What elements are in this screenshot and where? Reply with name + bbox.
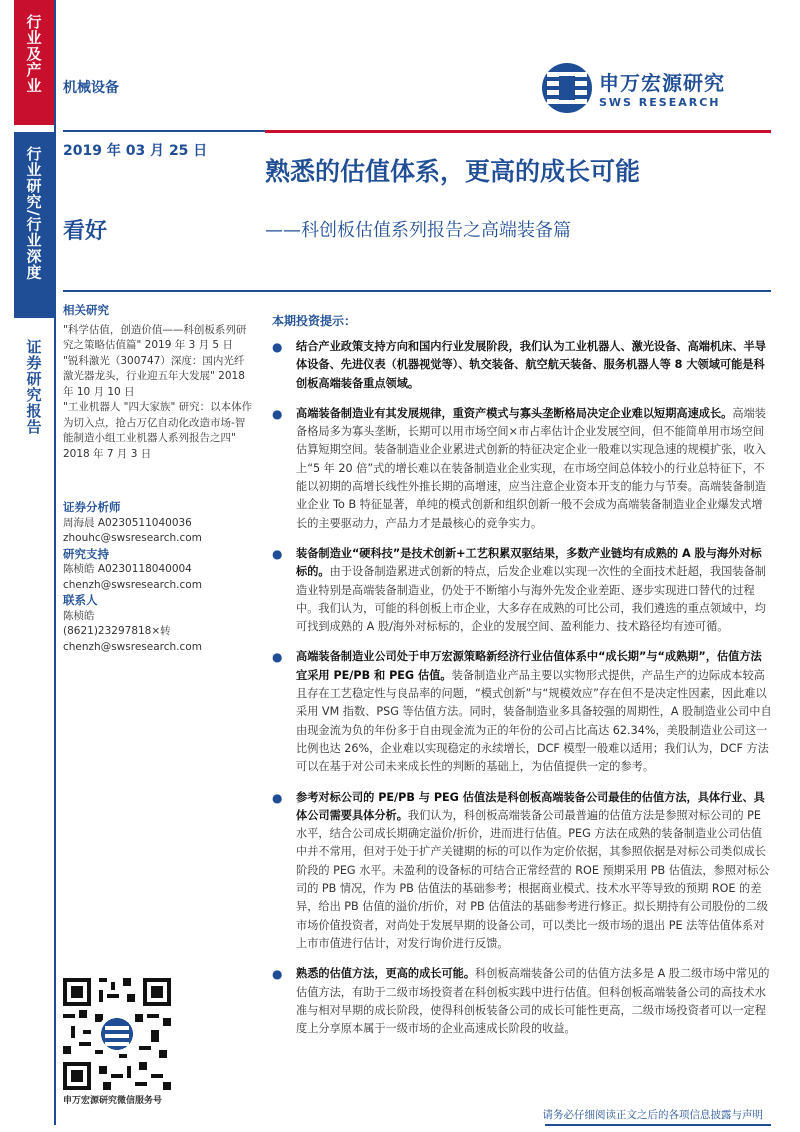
bullet-icon: ●	[272, 650, 283, 665]
related-item: "锐科激光（300747）深度：国内光纤激光器龙头，行业迎五年大发展" 2018 年 10 月 10 日	[63, 354, 245, 398]
point-bold: 高端装备制造业有其发展规律，重资产模式与寡头垄断格局决定企业难以短期高速成长。	[296, 406, 733, 420]
related-research	[63, 303, 253, 462]
point-text: 装备制造业产品主要以实物形式提供，产品生产的边际成本较高且存在工艺稳定性与良品率的问题，“模式创新”与“规模效应”存在但不是决定性因素，因此难以采用 VM 指数、PSG 等估值方法。同时，装备制造业多具备较强的周期性，A 股制造业公司中自由现金流为负的年份多于自由现金流为正的年份的公司占比高达 62.34%，美股制造业公司这一比例也达 26%，企业难以实现稳定的永续增长，DCF 模型一般难以适用；我们认为，DCF 方法可以在基于对公司未来成长性的判断的基础上，为估值提供一定的参考。	[296, 668, 772, 774]
related-research-heading: 相关研究	[63, 303, 109, 317]
sws-logo	[541, 62, 761, 114]
bullet-icon: ●	[272, 406, 283, 421]
qr-caption: 申万宏源研究微信服务号	[63, 1096, 163, 1106]
contact-heading: 联系人	[63, 593, 98, 607]
rating-label: 看好	[63, 219, 108, 244]
side-tab-label: 行业研究/行业深度	[24, 146, 43, 281]
analyst-heading: 证券分析师	[63, 500, 121, 514]
side-tab-research-type	[14, 132, 54, 318]
point-item	[272, 648, 772, 776]
logo-cn-text: 申万宏源研究	[599, 71, 725, 95]
point-item	[272, 789, 772, 954]
analyst-line: 周海晨 A0230511040036	[63, 516, 192, 529]
point-item	[272, 405, 772, 533]
side-tab-label: 证券研究报告	[24, 339, 43, 435]
header-divider	[63, 290, 771, 292]
logo-en-text: SWS RESEARCH	[599, 96, 721, 109]
report-date: 2019 年 03 月 25 日	[63, 143, 208, 159]
investment-tips-heading: 本期投资提示：	[272, 314, 357, 328]
contact-line: 陈桢皓	[63, 609, 95, 622]
support-heading: 研究支持	[63, 546, 109, 561]
point-text: 我们认为，科创板高端装备公司最普遍的估值方法是参照对标公司的 PE 水平，结合公司成长期确定溢价/折价，进而进行估值。PEG 方法在成熟的装备制造业公司估值中并不常用，但对于处于扩产关键期的标的可以作为定价依据，其参照依据是对标公司类似成长阶段的 PEG 水平。未盈利的设备标的可结合正常经营的 ROE 预期采用 PB 估值法，参照对标公司的 PB 情况，作为 PB 估值法的基础参考；根据商业模式、技术水平等导致的预期 ROE 的差异，给出 PB 估值的溢价/折价，对 PB 估值法的基础参考进行修正。拟长期持有公司股份的二级市场价值投资者，对尚处于发展早期的设备公司，可以类比一级市场的退出 PE 法等估值体系对上市市值进行估计，对发行询价进行反馈。	[296, 808, 770, 950]
point-bold: 结合产业政策支持方向和国内行业发展阶段，我们认为工业机器人、激光设备、高端机床、半导体设备、先进仪表（机器视觉等）、轨交装备、航空航天装备、服务机器人等 8 大领域可能是科创板高端装备重点领域。	[296, 340, 766, 390]
sws-logo-icon	[541, 62, 593, 114]
side-tab-label: 行业及产业	[24, 14, 43, 94]
side-tab-securities-report	[14, 325, 54, 1125]
point-item	[272, 965, 772, 1038]
support-line: chenzh@swsresearch.com	[63, 578, 202, 591]
bullet-icon: ●	[272, 340, 283, 354]
point-item	[272, 338, 772, 393]
investment-points	[272, 338, 772, 1050]
analyst-block	[63, 500, 253, 655]
point-text: 高端装备格局多为寡头垄断，长期可以用市场空间×市占率估计企业发展空间，但不能简单用市场空间估算短期空间。装备制造业企业累进式创新的特征决定企业一般难以实现急速的规模扩张，收入上“5 年 20 倍”式的增长难以在装备制造业企业实现，在市场空间总体较小的行业总特征下，不能以初期的高增长线性外推长期的高增速，应当注意企业资本开支的能力与节奏。高端装备制造业企业 To B 特征显著，单纯的模式创新和组织创新一般不会成为高端装备制造业企业爆发式增长的主要驱动力，产品力才是最核心的竞争实力。	[296, 406, 766, 530]
point-text: 科创板高端装备公司的估值方法多是 A 股二级市场中常见的估值方法，有助于二级市场投资者在科创板实践中进行估值。但科创板高端装备公司的高技术水准与相对早期的成长阶段，使得科创板装备公司的成长可能性更高，二级市场投资者可以一定程度上分享原本属于一级市场的企业高速成长阶段的收益。	[296, 967, 770, 1036]
contact-line: chenzh@swsresearch.com	[63, 640, 202, 653]
point-bold: 装备制造业“硬科技”是技术创新+工艺积累双驱结果，多数产业链均有成熟的 A 股与海外对标标的。	[296, 546, 762, 579]
report-subtitle: ——科创板估值系列报告之高端装备篇	[265, 220, 571, 241]
point-text: 由于设备制造累进式创新的特点，后发企业难以实现一次性的全面技术赶超，我国装备制造业特别是高端装备制造业，仍处于不断缩小与海外先发企业差距、逐步实现进口替代的过程中。我们认为，可能的科创板上市企业，大多存在成熟的可比公司，我们遴选的重点领域中，均可找到成熟的 A 股/海外对标标的，企业的发展空间、盈利能力、技术路径均有迹可循。	[296, 565, 766, 634]
support-line: 陈桢皓 A0230118040004	[63, 563, 192, 575]
related-item: "工业机器人 "四大家族" 研究：以本体作为切入点，抢占万亿自动化改造市场-智能制造小组工业机器人系列报告之四" 2018 年 7 月 3 日	[63, 401, 253, 460]
point-item	[272, 545, 772, 636]
analyst-line: zhouhc@swsresearch.com	[63, 532, 202, 544]
side-tab-industry	[14, 0, 54, 125]
disclaimer-footer: 请务必仔细阅读正文之后的各项信息披露与声明	[542, 1109, 763, 1121]
footer-divider	[545, 1124, 771, 1126]
point-bold: 熟悉的估值方法，更高的成长可能。	[296, 967, 476, 981]
related-item: "科学估值，创造价值——科创板系列研究之策略估值篇" 2019 年 3 月 5 日	[63, 323, 247, 351]
industry-label: 机械设备	[63, 80, 119, 96]
bullet-icon: ●	[272, 546, 283, 561]
report-title: 熟悉的估值体系，更高的成长可能	[265, 157, 641, 186]
bullet-icon: ●	[272, 967, 283, 982]
contact-line: (8621)23297818×转	[63, 625, 171, 637]
left-divider	[54, 0, 56, 1125]
title-accent-divider	[265, 130, 771, 133]
point-bold: 高端装备制造业公司处于申万宏源策略新经济行业估值体系中“成长期”与“成熟期”，估值方法宜采用 PE/PB 和 PEG 估值。	[296, 650, 762, 682]
point-bold: 参考对标公司的 PE/PB 与 PEG 估值法是科创板高端装备公司最佳的估值方法，具体行业、具体公司需要具体分析。	[296, 790, 765, 822]
bullet-icon: ●	[272, 790, 283, 805]
qr-code	[63, 978, 171, 1090]
